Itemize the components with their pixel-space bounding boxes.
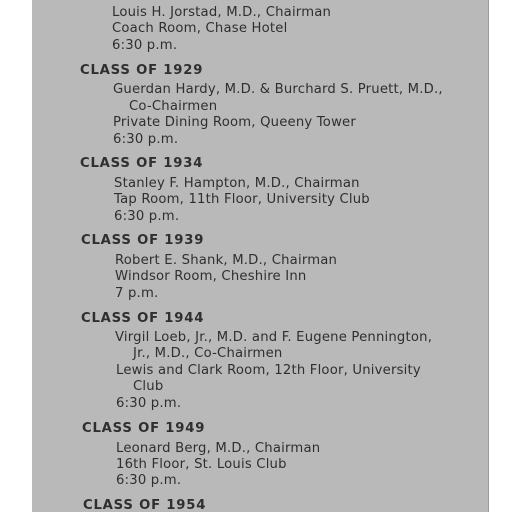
top-entry-chairman: Louis H. Jorstad, M.D., Chairman [112,5,332,20]
class-heading: CLASS OF 1944 [81,311,205,326]
class-chairman: Virgil Loeb, Jr., M.D. and F. Eugene Pennington, [115,330,433,345]
class-chairman-continued: Co-Chairmen [129,99,218,114]
top-entry-location: Coach Room, Chase Hotel [112,21,288,36]
class-location: Tap Room, 11th Floor, University Club [114,192,370,207]
class-location: 16th Floor, St. Louis Club [116,457,287,472]
class-time: 6:30 p.m. [116,396,182,411]
class-heading: CLASS OF 1949 [82,421,206,436]
class-chairman: Stanley F. Hampton, M.D., Chairman [114,176,360,191]
class-chairman: Robert E. Shank, M.D., Chairman [115,253,338,268]
class-location: Lewis and Clark Room, 12th Floor, University [116,363,421,378]
class-heading: CLASS OF 1954 [83,498,207,512]
class-time: 7 p.m. [115,286,159,301]
top-entry-time: 6:30 p.m. [112,38,178,53]
page-edge [488,0,489,512]
class-chairman: Guerdan Hardy, M.D. & Burchard S. Pruett, M.D., [113,82,443,97]
class-heading: CLASS OF 1939 [81,233,205,248]
class-heading: CLASS OF 1934 [80,156,204,171]
class-chairman: Leonard Berg, M.D., Chairman [116,441,321,456]
class-location-continued: Club [133,379,164,394]
class-time: 6:30 p.m. [116,473,182,488]
class-chairman-continued: Jr., M.D., Co-Chairmen [133,346,283,361]
class-heading: CLASS OF 1929 [80,63,204,78]
class-location: Windsor Room, Cheshire Inn [115,269,307,284]
program-page [32,0,488,512]
class-location: Private Dining Room, Queeny Tower [113,115,356,130]
class-time: 6:30 p.m. [113,132,179,147]
class-time: 6:30 p.m. [114,209,180,224]
